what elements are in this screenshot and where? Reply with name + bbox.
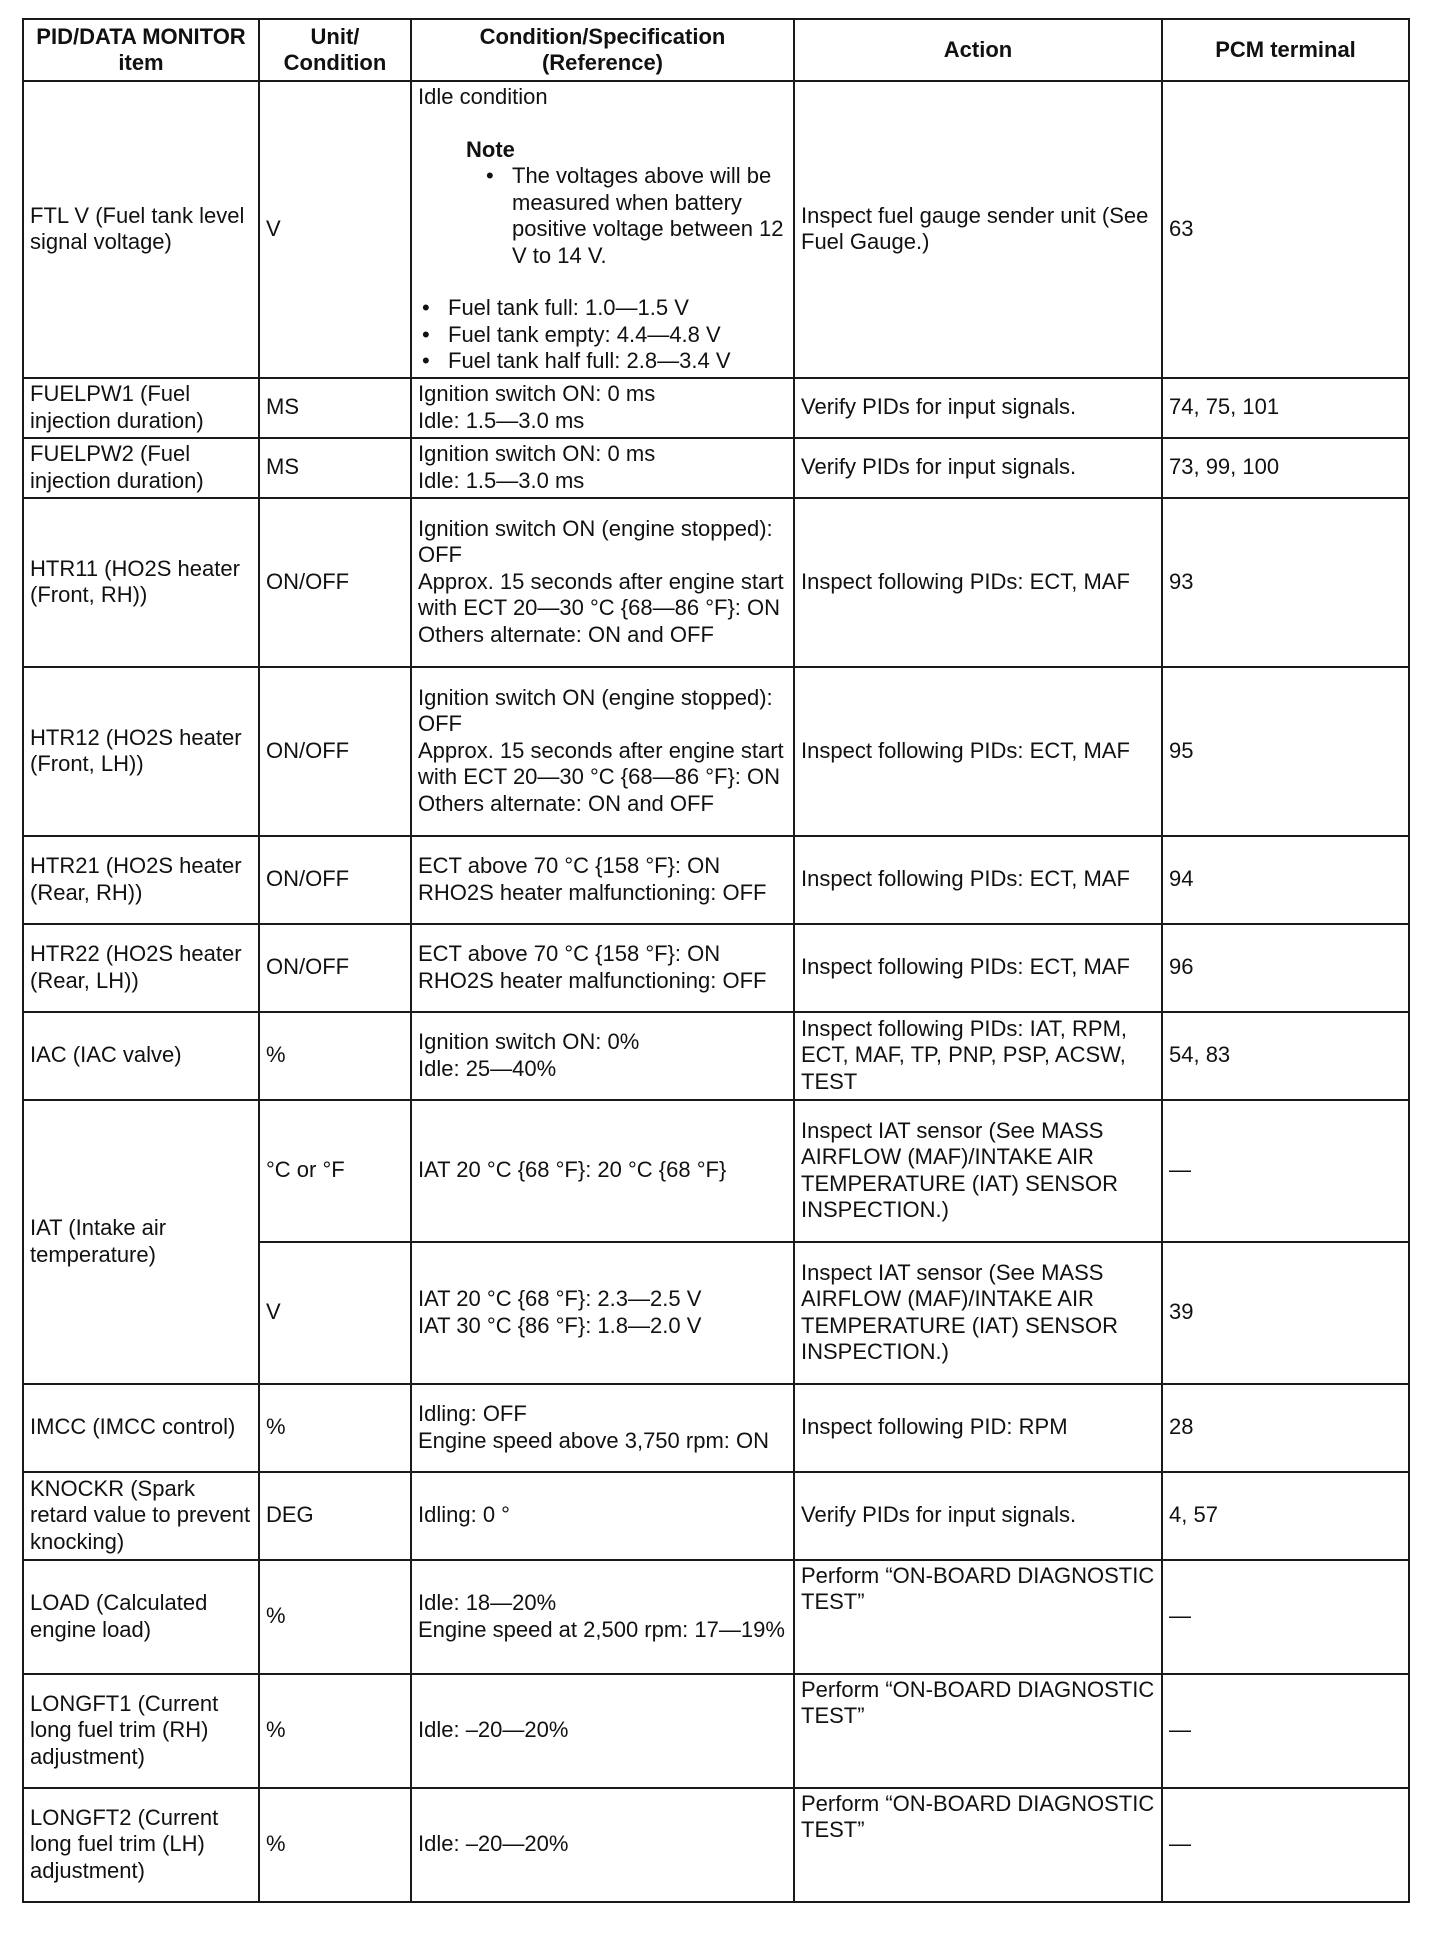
condition-cell xyxy=(411,1674,794,1788)
condition-line: Idle: –20—20% xyxy=(418,1831,569,1857)
condition-cell xyxy=(411,667,794,836)
condition-cell xyxy=(411,378,794,438)
terminal-cell: 96 xyxy=(1162,924,1409,1012)
condition-line: Engine speed above 3,750 rpm: ON xyxy=(418,1427,770,1453)
terminal-cell: — xyxy=(1162,1560,1409,1674)
table-row xyxy=(23,924,1409,1012)
header-condition: Condition/Specification (Reference) xyxy=(411,19,794,81)
condition-line: IAT 20 °C {68 °F}: 20 °C {68 °F} xyxy=(418,1157,727,1183)
action-cell: Perform “ON-BOARD DIAGNOSTIC TEST” xyxy=(794,1788,1162,1902)
item-cell: FUELPW2 (Fuel injection duration) xyxy=(23,438,259,498)
terminal-cell: 63 xyxy=(1162,81,1409,378)
condition-line: Ignition switch ON: 0 ms xyxy=(418,441,656,466)
unit-cell: DEG xyxy=(259,1472,411,1560)
note-text: • The voltages above will be measured when battery positive voltage between 12 V to 14 V. xyxy=(486,163,787,269)
rows-group-iat xyxy=(23,1100,1409,1384)
item-cell: IAC (IAC valve) xyxy=(23,1012,259,1100)
condition-line: ECT above 70 °C {158 °F}: ON xyxy=(418,853,721,878)
condition-line: Ignition switch ON: 0 ms xyxy=(418,381,656,406)
unit-cell: °C or °F xyxy=(259,1100,411,1242)
condition-line: Idle: 18—20% xyxy=(418,1590,557,1615)
action-cell: Perform “ON-BOARD DIAGNOSTIC TEST” xyxy=(794,1560,1162,1674)
condition-line: Idle condition xyxy=(418,84,548,109)
item-cell: LOAD (Calculated engine load) xyxy=(23,1560,259,1674)
header-row xyxy=(23,19,1409,81)
condition-cell xyxy=(411,81,794,378)
terminal-cell: 4, 57 xyxy=(1162,1472,1409,1560)
terminal-cell: 39 xyxy=(1162,1242,1409,1384)
item-cell: HTR22 (HO2S heater (Rear, LH)) xyxy=(23,924,259,1012)
condition-cell xyxy=(411,438,794,498)
terminal-cell: 93 xyxy=(1162,498,1409,667)
unit-cell: MS xyxy=(259,438,411,498)
action-cell: Inspect following PIDs: ECT, MAF xyxy=(794,836,1162,924)
pid-table xyxy=(22,18,1410,1903)
unit-cell: ON/OFF xyxy=(259,924,411,1012)
action-cell: Inspect following PID: RPM xyxy=(794,1384,1162,1472)
condition-line: Ignition switch ON (engine stopped): OFF xyxy=(418,684,773,737)
terminal-cell: — xyxy=(1162,1674,1409,1788)
action-cell: Inspect following PIDs: ECT, MAF xyxy=(794,924,1162,1012)
item-cell: IMCC (IMCC control) xyxy=(23,1384,259,1472)
item-cell: KNOCKR (Spark retard value to prevent knocking) xyxy=(23,1472,259,1560)
condition-line: RHO2S heater malfunctioning: OFF xyxy=(418,967,767,993)
condition-cell xyxy=(411,1788,794,1902)
condition-line: Idle: 1.5—3.0 ms xyxy=(418,407,585,433)
unit-cell: % xyxy=(259,1674,411,1788)
pid-data-monitor-sheet xyxy=(22,18,1408,1903)
terminal-cell: — xyxy=(1162,1100,1409,1242)
unit-cell: ON/OFF xyxy=(259,667,411,836)
unit-cell: % xyxy=(259,1560,411,1674)
header-terminal: PCM terminal xyxy=(1162,19,1409,81)
condition-line: Idle: 25—40% xyxy=(418,1055,557,1081)
condition-line: Idle: –20—20% xyxy=(418,1717,569,1743)
condition-line: Ignition switch ON: 0% xyxy=(418,1029,640,1054)
table-row xyxy=(23,498,1409,667)
unit-cell: % xyxy=(259,1384,411,1472)
condition-cell xyxy=(411,1472,794,1560)
table-row-ftlv xyxy=(23,81,1409,378)
list-item: • Fuel tank empty: 4.4—4.8 V xyxy=(422,322,787,349)
item-cell: LONGFT2 (Current long fuel trim (LH) adjustment) xyxy=(23,1788,259,1902)
table-row xyxy=(23,836,1409,924)
condition-line: ECT above 70 °C {158 °F}: ON xyxy=(418,941,721,966)
condition-line: Others alternate: ON and OFF xyxy=(418,790,714,816)
table-row-iat-a xyxy=(23,1100,1409,1242)
terminal-cell: 73, 99, 100 xyxy=(1162,438,1409,498)
item-cell: HTR11 (HO2S heater (Front, RH)) xyxy=(23,498,259,667)
table-row xyxy=(23,378,1409,438)
condition-line: Engine speed at 2,500 rpm: 17—19% xyxy=(418,1616,785,1642)
header-action: Action xyxy=(794,19,1162,81)
condition-cell xyxy=(411,924,794,1012)
rows-group-a xyxy=(23,378,1409,1100)
table-row xyxy=(23,1012,1409,1100)
condition-line: Idling: 0 ° xyxy=(418,1502,510,1528)
action-cell: Inspect following PIDs: ECT, MAF xyxy=(794,498,1162,667)
action-cell: Inspect following PIDs: ECT, MAF xyxy=(794,667,1162,836)
rows-group-b xyxy=(23,1384,1409,1902)
note-block xyxy=(418,137,787,270)
condition-line: RHO2S heater malfunctioning: OFF xyxy=(418,879,767,905)
condition-line: Idle: 1.5—3.0 ms xyxy=(418,467,585,493)
table-row xyxy=(23,438,1409,498)
table-row xyxy=(23,1560,1409,1674)
fuel-level-list xyxy=(418,295,787,375)
item-cell: FUELPW1 (Fuel injection duration) xyxy=(23,378,259,438)
unit-cell: MS xyxy=(259,378,411,438)
terminal-cell: 94 xyxy=(1162,836,1409,924)
item-cell: LONGFT1 (Current long fuel trim (RH) adjustment) xyxy=(23,1674,259,1788)
table-row xyxy=(23,667,1409,836)
item-cell: FTL V (Fuel tank level signal voltage) xyxy=(23,81,259,378)
item-cell: HTR12 (HO2S heater (Front, LH)) xyxy=(23,667,259,836)
header-unit: Unit/ Condition xyxy=(259,19,411,81)
table-row xyxy=(23,1472,1409,1560)
table-row xyxy=(23,1788,1409,1902)
list-item: • Fuel tank half full: 2.8—3.4 V xyxy=(422,348,787,375)
unit-cell: % xyxy=(259,1012,411,1100)
condition-cell xyxy=(411,1384,794,1472)
terminal-cell: 54, 83 xyxy=(1162,1012,1409,1100)
action-cell: Verify PIDs for input signals. xyxy=(794,1472,1162,1560)
note-title: Note xyxy=(466,136,515,162)
unit-cell: V xyxy=(259,81,411,378)
action-cell: Inspect fuel gauge sender unit (See Fuel Gauge.) xyxy=(794,81,1162,378)
unit-cell: ON/OFF xyxy=(259,836,411,924)
terminal-cell: 28 xyxy=(1162,1384,1409,1472)
header-item: PID/DATA MONITOR item xyxy=(23,19,259,81)
item-cell: IAT (Intake air temperature) xyxy=(23,1100,259,1384)
condition-line: IAT 20 °C {68 °F}: 2.3—2.5 V xyxy=(418,1286,702,1311)
action-cell: Verify PIDs for input signals. xyxy=(794,438,1162,498)
condition-cell xyxy=(411,1242,794,1384)
action-cell: Inspect IAT sensor (See MASS AIRFLOW (MAF)/INTAKE AIR TEMPERATURE (IAT) SENSOR INSPECTION.) xyxy=(794,1100,1162,1242)
action-cell: Verify PIDs for input signals. xyxy=(794,378,1162,438)
condition-line: IAT 30 °C {86 °F}: 1.8—2.0 V xyxy=(418,1312,702,1338)
condition-line: Others alternate: ON and OFF xyxy=(418,621,714,647)
condition-cell xyxy=(411,1012,794,1100)
list-item: • Fuel tank full: 1.0—1.5 V xyxy=(422,295,787,322)
condition-cell xyxy=(411,836,794,924)
unit-cell: V xyxy=(259,1242,411,1384)
terminal-cell: 74, 75, 101 xyxy=(1162,378,1409,438)
table-row xyxy=(23,1674,1409,1788)
unit-cell: % xyxy=(259,1788,411,1902)
table-row xyxy=(23,1384,1409,1472)
terminal-cell: 95 xyxy=(1162,667,1409,836)
item-cell: HTR21 (HO2S heater (Rear, RH)) xyxy=(23,836,259,924)
condition-line: Idling: OFF xyxy=(418,1401,527,1426)
condition-cell xyxy=(411,1100,794,1242)
action-cell: Inspect IAT sensor (See MASS AIRFLOW (MAF)/INTAKE AIR TEMPERATURE (IAT) SENSOR INSPECTION.) xyxy=(794,1242,1162,1384)
condition-line: Ignition switch ON (engine stopped): OFF xyxy=(418,515,773,568)
terminal-cell: — xyxy=(1162,1788,1409,1902)
action-cell: Perform “ON-BOARD DIAGNOSTIC TEST” xyxy=(794,1674,1162,1788)
condition-cell xyxy=(411,1560,794,1674)
unit-cell: ON/OFF xyxy=(259,498,411,667)
condition-line: Approx. 15 seconds after engine start with ECT 20—30 °C {68—86 °F}: ON xyxy=(418,568,784,621)
condition-line: Approx. 15 seconds after engine start with ECT 20—30 °C {68—86 °F}: ON xyxy=(418,737,784,790)
action-cell: Inspect following PIDs: IAT, RPM, ECT, MAF, TP, PNP, PSP, ACSW, TEST xyxy=(794,1012,1162,1100)
note-list xyxy=(466,163,787,269)
condition-cell xyxy=(411,498,794,667)
